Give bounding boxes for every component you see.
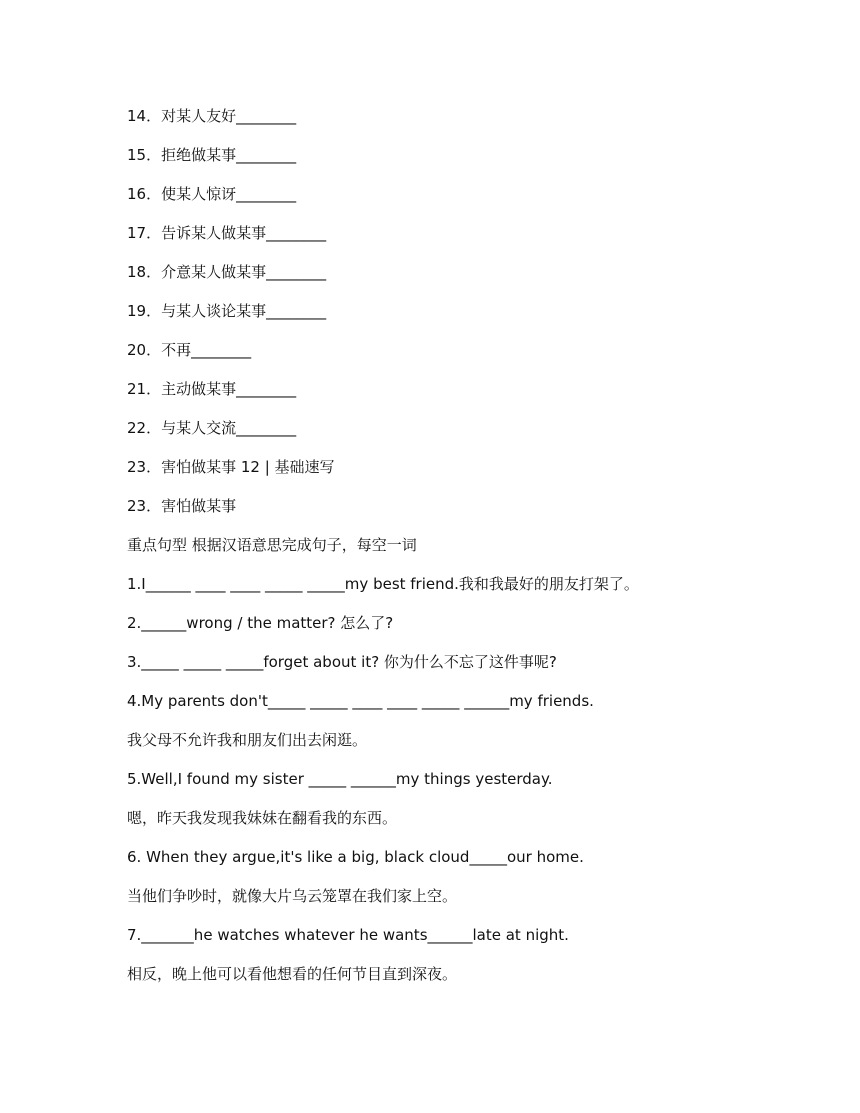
sentence-2: 2.______wrong / the matter? 怎么了?: [127, 614, 394, 632]
vocab-item-19: 19．与某人谈论某事________: [127, 302, 327, 320]
vocab-item-23-header: 23．害怕做某事 12 | 基础速写: [127, 458, 335, 476]
vocab-item-15: 15．拒绝做某事________: [127, 146, 297, 164]
vocab-item-23: 23．害怕做某事: [127, 497, 237, 515]
sentence-7-translation: 相反，晚上他可以看他想看的任何节目直到深夜。: [127, 965, 458, 983]
sentence-5-translation: 嗯，昨天我发现我妹妹在翻看我的东西。: [127, 809, 398, 827]
sentence-4: 4.My parents don't_____ _____ ____ ____ _____ ______my friends.: [127, 692, 594, 710]
vocab-item-14: 14．对某人友好________: [127, 107, 297, 125]
sentence-7: 7._______he watches whatever he wants______late at night.: [127, 926, 569, 944]
section-heading: 重点句型 根据汉语意思完成句子，每空一词: [127, 536, 417, 554]
sentence-1: 1.I______ ____ ____ _____ _____my best friend.我和我最好的朋友打架了。: [127, 575, 639, 593]
sentence-3: 3._____ _____ _____forget about it? 你为什么不忘了这件事呢?: [127, 653, 557, 671]
sentence-6: 6. When they argue,it's like a big, black cloud_____our home.: [127, 848, 584, 866]
vocab-item-22: 22．与某人交流________: [127, 419, 297, 437]
sentence-4-translation: 我父母不允许我和朋友们出去闲逛。: [127, 731, 368, 749]
sentence-6-translation: 当他们争吵时，就像大片乌云笼罩在我们家上空。: [127, 887, 458, 905]
vocab-item-16: 16．使某人惊讶________: [127, 185, 297, 203]
vocab-item-20: 20．不再________: [127, 341, 252, 359]
vocab-item-17: 17．告诉某人做某事________: [127, 224, 327, 242]
vocab-item-21: 21．主动做某事________: [127, 380, 297, 398]
sentence-5: 5.Well,I found my sister _____ ______my things yesterday.: [127, 770, 553, 788]
vocab-item-18: 18．介意某人做某事________: [127, 263, 327, 281]
